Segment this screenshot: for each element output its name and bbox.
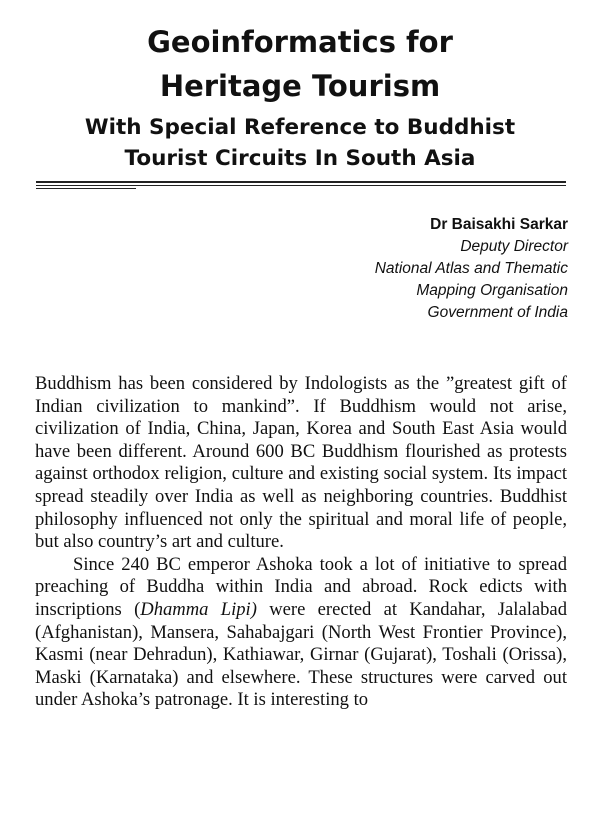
- author-position: Deputy Director: [460, 238, 568, 255]
- subtitle-line-1: With Special Reference to Buddhist: [84, 115, 516, 140]
- paragraph-2-italic-term: Dhamma Lipi): [140, 598, 257, 620]
- article-body: [35, 373, 567, 712]
- paragraph-2-part-a: Since 240 BC emperor Ashoka took a lot of initiative to spread preaching of Buddha within India and abroad. Rock edicts with inscriptions (: [35, 553, 567, 620]
- author-block: [375, 214, 568, 324]
- title-rule-thin: [36, 185, 566, 186]
- author-org-line-2: Mapping Organisation: [416, 282, 568, 299]
- author-name: Dr Baisakhi Sarkar: [430, 216, 568, 233]
- author-org-line-3: Government of India: [427, 304, 568, 321]
- paragraph-2-part-b: were erected at Kandahar, Jalalabad (Afghanistan), Mansera, Sahabajgari (North West Frontier Province), Kasmi (near Dehradun), Kathiawar, Girnar (Gujarat), Toshali (Orissa), Maski (Karnataka) and elsewhere. These structures were carved out under Ashoka’s patronage. It is interesting to: [35, 598, 567, 711]
- title-rule-thick: [36, 181, 566, 183]
- title-line-1: Geoinformatics for: [147, 25, 453, 59]
- title-rule-short: [36, 188, 136, 189]
- title-line-2: Heritage Tourism: [159, 69, 441, 103]
- author-org-line-1: National Atlas and Thematic: [374, 260, 568, 277]
- subtitle-line-2: Tourist Circuits In South Asia: [124, 146, 476, 171]
- paragraph-2: [35, 554, 567, 712]
- paragraph-1: Buddhism has been considered by Indologists as the ”greatest gift of Indian civilization to mankind”. If Buddhism would not arise, civilization of India, China, Japan, Korea and South East Asia would have been different. Around 600 BC Buddhism flourished as protests against orthodox religion, culture and existing social system. Its impact spread steadily over India as well as neighboring countries. Buddhist philosophy influenced not only the spiritual and moral life of people, but also country’s art and culture.: [35, 373, 567, 553]
